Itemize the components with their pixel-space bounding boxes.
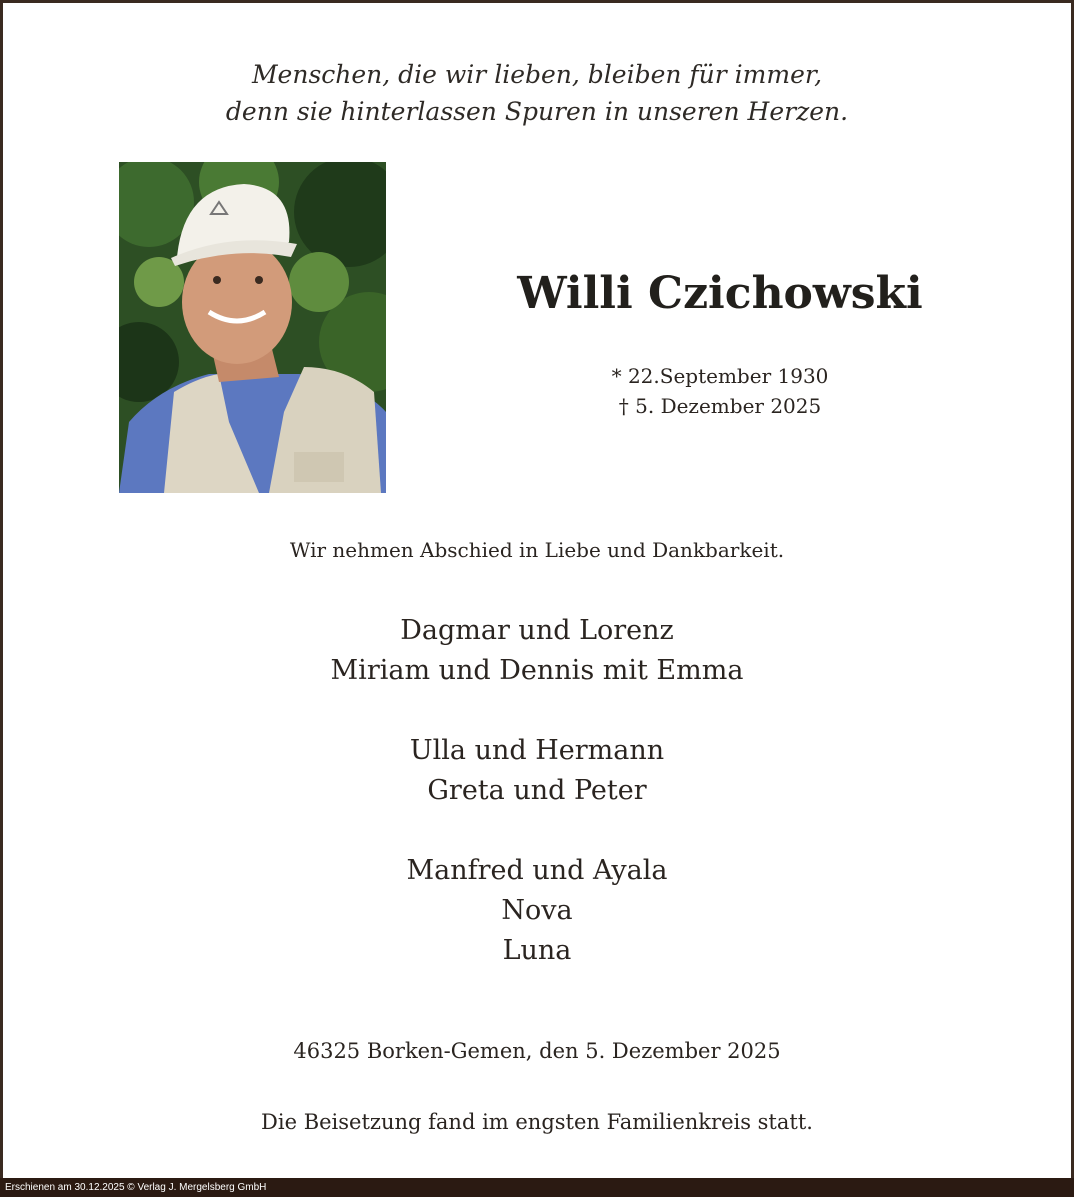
birth-date: * 22.September 1930: [611, 364, 829, 388]
death-date: † 5. Dezember 2025: [618, 394, 822, 418]
farewell-text: Wir nehmen Abschied in Liebe und Dankbarkeit.: [289, 538, 785, 562]
mourner-line: Dagmar und Lorenz: [400, 615, 674, 646]
mourner-line: Miriam und Dennis mit Emma: [330, 655, 744, 686]
quote-line-2: denn sie hinterlassen Spuren in unseren Herzen.: [225, 97, 849, 126]
mourner-line: Greta und Peter: [427, 775, 647, 806]
mourners-list: [0, 611, 1074, 1011]
mourner-group: [0, 851, 1074, 971]
mourner-line: Nova: [501, 895, 573, 926]
memorial-quote: [0, 56, 1074, 130]
deceased-name: Willi Czichowski: [517, 268, 923, 319]
quote-line-1: Menschen, die wir lieben, bleiben für immer,: [251, 60, 823, 89]
mourner-group: [0, 731, 1074, 811]
mourner-line: Ulla und Hermann: [409, 735, 665, 766]
mourner-line: Luna: [502, 935, 572, 966]
life-dates: [520, 361, 920, 421]
place-and-date: 46325 Borken-Gemen, den 5. Dezember 2025: [293, 1039, 781, 1063]
mourner-line: Manfred und Ayala: [406, 855, 668, 886]
burial-note: Die Beisetzung fand im engsten Familienkreis statt.: [261, 1110, 813, 1134]
mourner-group: [0, 611, 1074, 691]
publication-footer: Erschienen am 30.12.2025 © Verlag J. Mergelsberg GmbH: [0, 1178, 1074, 1197]
portrait-photo: [119, 162, 386, 493]
